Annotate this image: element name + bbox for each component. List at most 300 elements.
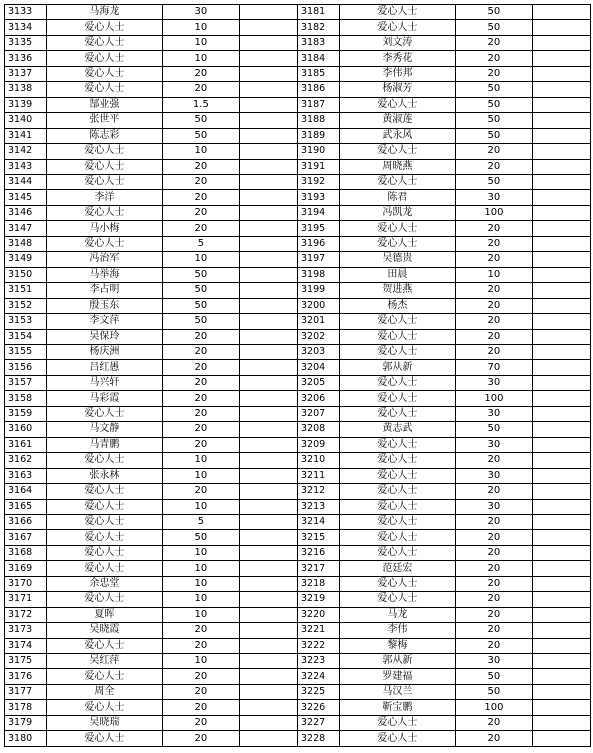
donor-name: 吴保玲 (47, 329, 162, 344)
donor-name: 武永风 (340, 128, 455, 143)
empty-cell (240, 159, 298, 174)
donation-amount: 20 (455, 607, 533, 622)
donor-name: 张永林 (47, 468, 162, 483)
donation-amount: 20 (162, 205, 240, 220)
donation-amount: 50 (455, 82, 533, 97)
row-number: 3166 (5, 514, 47, 529)
donation-amount: 20 (162, 221, 240, 236)
table-row (5, 700, 298, 715)
table-row (5, 5, 298, 20)
donor-name: 马文静 (47, 422, 162, 437)
donation-amount: 20 (455, 298, 533, 313)
table-row (5, 592, 298, 607)
donation-amount: 20 (455, 731, 533, 747)
table-row (298, 314, 591, 329)
row-number: 3137 (5, 66, 47, 81)
empty-cell (240, 174, 298, 189)
row-number: 3187 (298, 97, 340, 112)
empty-cell (533, 66, 591, 81)
row-number: 3168 (5, 545, 47, 560)
donation-amount: 20 (162, 484, 240, 499)
row-number: 3142 (5, 144, 47, 159)
donation-amount: 30 (455, 190, 533, 205)
table-row (298, 174, 591, 189)
table-row (5, 561, 298, 576)
table-row (5, 545, 298, 560)
row-number: 3201 (298, 314, 340, 329)
row-number: 3164 (5, 484, 47, 499)
donation-amount: 20 (455, 66, 533, 81)
donation-amount: 20 (162, 174, 240, 189)
empty-cell (533, 267, 591, 282)
table-row (5, 453, 298, 468)
empty-cell (240, 684, 298, 699)
donation-amount: 20 (455, 314, 533, 329)
donation-amount: 50 (162, 283, 240, 298)
table-row (298, 623, 591, 638)
donation-amount: 50 (455, 669, 533, 684)
donor-name: 吴德贵 (340, 252, 455, 267)
donor-name: 李占明 (47, 283, 162, 298)
empty-cell (533, 499, 591, 514)
row-number: 3210 (298, 453, 340, 468)
donation-amount: 20 (455, 344, 533, 359)
row-number: 3194 (298, 205, 340, 220)
donor-name: 爱心人士 (340, 20, 455, 35)
donor-name: 马龙 (340, 607, 455, 622)
empty-cell (240, 576, 298, 591)
donor-name: 爱心人士 (340, 144, 455, 159)
donation-amount: 50 (162, 113, 240, 128)
donor-name: 爱心人士 (47, 35, 162, 50)
empty-cell (240, 654, 298, 669)
donation-amount: 50 (162, 530, 240, 545)
table-row (5, 638, 298, 653)
row-number: 3151 (5, 283, 47, 298)
row-number: 3140 (5, 113, 47, 128)
donation-amount: 20 (162, 684, 240, 699)
row-number: 3149 (5, 252, 47, 267)
donation-amount: 30 (455, 468, 533, 483)
empty-cell (240, 236, 298, 251)
donor-name: 爱心人士 (340, 5, 455, 20)
empty-cell (240, 623, 298, 638)
empty-cell (533, 654, 591, 669)
table-row (298, 20, 591, 35)
table-row (5, 329, 298, 344)
row-number: 3184 (298, 51, 340, 66)
table-row (298, 453, 591, 468)
table-row (298, 669, 591, 684)
empty-cell (533, 205, 591, 220)
table-row (5, 468, 298, 483)
empty-cell (533, 623, 591, 638)
donation-amount: 20 (455, 221, 533, 236)
donor-name: 爱心人士 (340, 344, 455, 359)
row-number: 3139 (5, 97, 47, 112)
table-row (298, 82, 591, 97)
donation-amount: 50 (162, 267, 240, 282)
row-number: 3228 (298, 731, 340, 747)
row-number: 3224 (298, 669, 340, 684)
empty-cell (240, 607, 298, 622)
empty-cell (240, 422, 298, 437)
row-number: 3202 (298, 329, 340, 344)
donation-amount: 20 (162, 344, 240, 359)
table-row (5, 576, 298, 591)
row-number: 3133 (5, 5, 47, 20)
donation-amount: 20 (455, 453, 533, 468)
row-number: 3171 (5, 592, 47, 607)
row-number: 3211 (298, 468, 340, 483)
donation-amount: 30 (455, 499, 533, 514)
empty-cell (533, 35, 591, 50)
donor-name: 杨淑芳 (340, 82, 455, 97)
donor-name: 殷玉东 (47, 298, 162, 313)
donor-name: 靳宝鹏 (340, 700, 455, 715)
row-number: 3188 (298, 113, 340, 128)
row-number: 3167 (5, 530, 47, 545)
row-number: 3141 (5, 128, 47, 143)
donation-amount: 50 (455, 5, 533, 20)
empty-cell (533, 422, 591, 437)
row-number: 3206 (298, 391, 340, 406)
row-number: 3147 (5, 221, 47, 236)
empty-cell (533, 700, 591, 715)
empty-cell (533, 638, 591, 653)
donor-name: 田晨 (340, 267, 455, 282)
table-row (5, 669, 298, 684)
row-number: 3136 (5, 51, 47, 66)
table-row (5, 283, 298, 298)
empty-cell (533, 82, 591, 97)
donor-name: 李洋 (47, 190, 162, 205)
table-row (298, 545, 591, 560)
row-number: 3219 (298, 592, 340, 607)
donor-name: 爱心人士 (340, 731, 455, 747)
donation-amount: 50 (162, 314, 240, 329)
donation-amount: 20 (455, 592, 533, 607)
donation-amount: 30 (455, 437, 533, 452)
row-number: 3223 (298, 654, 340, 669)
table-row (298, 576, 591, 591)
empty-cell (533, 684, 591, 699)
empty-cell (240, 252, 298, 267)
donor-name: 爱心人士 (47, 669, 162, 684)
donation-amount: 30 (455, 406, 533, 421)
donation-amount: 1.5 (162, 97, 240, 112)
table-row (5, 190, 298, 205)
donation-amount: 50 (455, 97, 533, 112)
table-row (298, 406, 591, 421)
row-number: 3152 (5, 298, 47, 313)
empty-cell (533, 453, 591, 468)
row-number: 3176 (5, 669, 47, 684)
row-number: 3177 (5, 684, 47, 699)
table-row (298, 437, 591, 452)
table-row (298, 236, 591, 251)
donor-name: 李伟邦 (340, 66, 455, 81)
empty-cell (533, 468, 591, 483)
table-row (298, 113, 591, 128)
row-number: 3144 (5, 174, 47, 189)
donor-name: 马兴轩 (47, 375, 162, 390)
row-number: 3191 (298, 159, 340, 174)
empty-cell (240, 453, 298, 468)
donor-name: 李文萍 (47, 314, 162, 329)
empty-cell (533, 561, 591, 576)
empty-cell (533, 298, 591, 313)
donor-name: 爱心人士 (47, 530, 162, 545)
row-number: 3155 (5, 344, 47, 359)
table-row (5, 113, 298, 128)
donation-amount: 10 (162, 499, 240, 514)
empty-cell (240, 669, 298, 684)
table-row (298, 35, 591, 50)
empty-cell (240, 514, 298, 529)
empty-cell (533, 514, 591, 529)
donor-name: 爱心人士 (340, 453, 455, 468)
table-row (5, 314, 298, 329)
row-number: 3158 (5, 391, 47, 406)
table-row (5, 66, 298, 81)
empty-cell (533, 283, 591, 298)
row-number: 3165 (5, 499, 47, 514)
empty-cell (533, 437, 591, 452)
row-number: 3174 (5, 638, 47, 653)
donation-amount: 20 (455, 252, 533, 267)
row-number: 3216 (298, 545, 340, 560)
donation-amount: 20 (162, 731, 240, 747)
donation-amount: 20 (162, 360, 240, 375)
table-row (5, 159, 298, 174)
donation-amount: 20 (162, 422, 240, 437)
table-row (5, 221, 298, 236)
empty-cell (240, 329, 298, 344)
donation-amount: 20 (162, 375, 240, 390)
row-number: 3170 (5, 576, 47, 591)
donor-name: 吴红萍 (47, 654, 162, 669)
donation-amount: 20 (455, 484, 533, 499)
donor-name: 吴晓瑞 (47, 715, 162, 730)
donation-amount: 50 (455, 128, 533, 143)
table-row (5, 97, 298, 112)
donation-amount: 20 (162, 437, 240, 452)
empty-cell (240, 731, 298, 747)
donation-amount: 20 (455, 35, 533, 50)
donor-name: 爱心人士 (47, 66, 162, 81)
donor-name: 爱心人士 (340, 437, 455, 452)
donor-name: 爱心人士 (47, 592, 162, 607)
donor-name: 黄志武 (340, 422, 455, 437)
empty-cell (533, 314, 591, 329)
donor-name: 爱心人士 (340, 97, 455, 112)
table-row (298, 128, 591, 143)
table-row (298, 329, 591, 344)
donation-amount: 50 (455, 20, 533, 35)
table-row (298, 97, 591, 112)
donor-name: 爱心人士 (47, 82, 162, 97)
donation-amount: 20 (455, 561, 533, 576)
donor-name: 余忠堂 (47, 576, 162, 591)
donor-name: 爱心人士 (47, 20, 162, 35)
donation-amount: 20 (162, 638, 240, 653)
donor-name: 爱心人士 (47, 236, 162, 251)
row-number: 3145 (5, 190, 47, 205)
row-number: 3178 (5, 700, 47, 715)
row-number: 3199 (298, 283, 340, 298)
table-row (298, 638, 591, 653)
donation-amount: 50 (162, 298, 240, 313)
table-row (5, 82, 298, 97)
donor-name: 爱心人士 (47, 144, 162, 159)
donation-amount: 100 (455, 391, 533, 406)
donor-name: 吕红愚 (47, 360, 162, 375)
table-row (5, 607, 298, 622)
empty-cell (533, 159, 591, 174)
row-number: 3150 (5, 267, 47, 282)
empty-cell (240, 283, 298, 298)
empty-cell (533, 484, 591, 499)
donor-name: 爱心人士 (340, 484, 455, 499)
empty-cell (240, 437, 298, 452)
right-donation-table (298, 5, 591, 747)
row-number: 3208 (298, 422, 340, 437)
row-number: 3213 (298, 499, 340, 514)
table-row (5, 499, 298, 514)
donation-amount: 5 (162, 514, 240, 529)
row-number: 3218 (298, 576, 340, 591)
donor-name: 夏晖 (47, 607, 162, 622)
row-number: 3169 (5, 561, 47, 576)
empty-cell (533, 144, 591, 159)
empty-cell (533, 5, 591, 20)
donor-name: 马彩霞 (47, 391, 162, 406)
donation-amount: 30 (455, 654, 533, 669)
table-row (5, 530, 298, 545)
donation-amount: 20 (162, 329, 240, 344)
empty-cell (533, 391, 591, 406)
row-number: 3161 (5, 437, 47, 452)
row-number: 3197 (298, 252, 340, 267)
empty-cell (240, 638, 298, 653)
donor-name: 李伟 (340, 623, 455, 638)
donor-name: 周晓燕 (340, 159, 455, 174)
empty-cell (240, 344, 298, 359)
empty-cell (533, 607, 591, 622)
donation-amount: 10 (162, 252, 240, 267)
row-number: 3205 (298, 375, 340, 390)
empty-cell (533, 344, 591, 359)
row-number: 3175 (5, 654, 47, 669)
empty-cell (533, 97, 591, 112)
table-row (5, 406, 298, 421)
empty-cell (240, 205, 298, 220)
empty-cell (533, 190, 591, 205)
table-row (5, 731, 298, 747)
donor-name: 爱心人士 (340, 576, 455, 591)
table-row (298, 5, 591, 20)
donor-name: 爱心人士 (340, 391, 455, 406)
row-number: 3190 (298, 144, 340, 159)
donation-amount: 50 (455, 174, 533, 189)
empty-cell (240, 375, 298, 390)
row-number: 3200 (298, 298, 340, 313)
empty-cell (240, 144, 298, 159)
donor-name: 爱心人士 (47, 205, 162, 220)
table-row (298, 66, 591, 81)
empty-cell (533, 715, 591, 730)
donation-amount: 20 (162, 715, 240, 730)
table-row (298, 205, 591, 220)
donor-name: 爱心人士 (47, 700, 162, 715)
left-donation-table (5, 5, 298, 747)
table-row (298, 607, 591, 622)
donation-amount: 20 (455, 236, 533, 251)
row-number: 3163 (5, 468, 47, 483)
donor-name: 黄淑莲 (340, 113, 455, 128)
row-number: 3225 (298, 684, 340, 699)
donation-amount: 10 (162, 561, 240, 576)
donor-name: 爱心人士 (47, 453, 162, 468)
donor-name: 爱心人士 (47, 561, 162, 576)
row-number: 3220 (298, 607, 340, 622)
empty-cell (240, 561, 298, 576)
table-row (5, 128, 298, 143)
donor-name: 爱心人士 (47, 731, 162, 747)
empty-cell (240, 20, 298, 35)
donation-amount: 10 (162, 51, 240, 66)
row-number: 3160 (5, 422, 47, 437)
table-row (5, 360, 298, 375)
table-row (298, 283, 591, 298)
empty-cell (533, 592, 591, 607)
donation-amount: 10 (162, 607, 240, 622)
donation-amount: 100 (455, 700, 533, 715)
donation-amount: 20 (455, 623, 533, 638)
row-number: 3157 (5, 375, 47, 390)
empty-cell (533, 221, 591, 236)
empty-cell (240, 113, 298, 128)
empty-cell (240, 82, 298, 97)
empty-cell (240, 267, 298, 282)
row-number: 3221 (298, 623, 340, 638)
empty-cell (533, 360, 591, 375)
table-row (298, 468, 591, 483)
donation-amount: 20 (162, 159, 240, 174)
donation-amount: 50 (455, 422, 533, 437)
table-row (5, 715, 298, 730)
empty-cell (240, 314, 298, 329)
donor-name: 爱心人士 (340, 530, 455, 545)
row-number: 3179 (5, 715, 47, 730)
donor-name: 爱心人士 (340, 514, 455, 529)
row-number: 3204 (298, 360, 340, 375)
empty-cell (240, 35, 298, 50)
donor-name: 爱心人士 (340, 236, 455, 251)
donation-amount: 20 (455, 283, 533, 298)
row-number: 3153 (5, 314, 47, 329)
donation-amount: 20 (455, 159, 533, 174)
empty-cell (240, 298, 298, 313)
table-row (5, 344, 298, 359)
donation-amount: 20 (162, 406, 240, 421)
empty-cell (533, 128, 591, 143)
donation-amount: 20 (455, 545, 533, 560)
table-row (298, 252, 591, 267)
empty-cell (533, 252, 591, 267)
table-row (5, 437, 298, 452)
